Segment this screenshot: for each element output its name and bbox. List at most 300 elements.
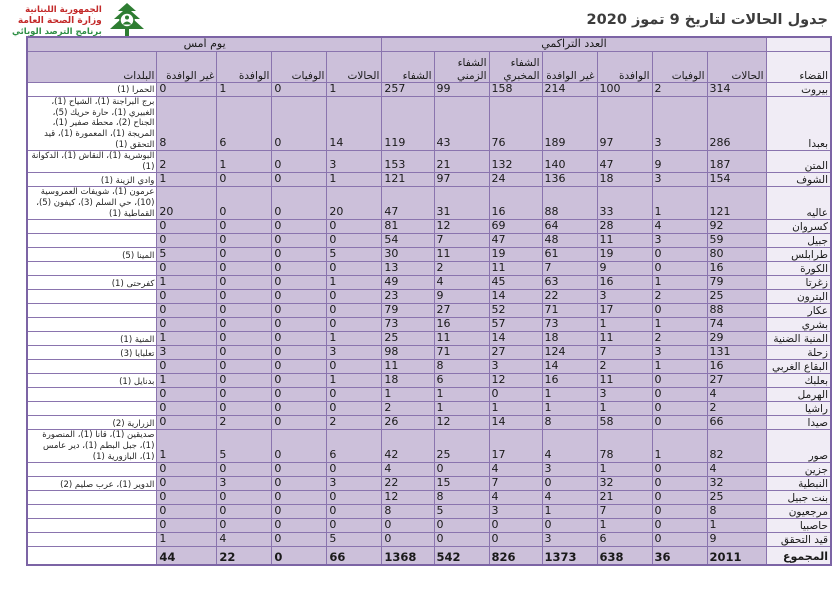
cum-non-imported-cell: 71 — [542, 304, 597, 318]
logo-line-ministry: وزارة الصحة العامة — [17, 15, 102, 26]
yday-imported-cell: 0 — [217, 262, 272, 276]
cum-imported-cell: 2 — [597, 360, 652, 374]
cum-time-recovery-cell: 4 — [434, 276, 489, 290]
yday-imported-cell: 6 — [217, 97, 272, 151]
cum-imported-cell: 33 — [597, 187, 652, 220]
cum-non-imported-cell: 88 — [542, 187, 597, 220]
cum-imported-cell: 58 — [597, 416, 652, 430]
towns-cell — [27, 360, 157, 374]
corner-cell — [766, 37, 831, 52]
cum-deaths-cell: 36 — [652, 547, 707, 566]
cum-lab-recovery-cell: 57 — [489, 318, 542, 332]
cum-lab-recovery-cell: 69 — [489, 220, 542, 234]
district-row — [27, 97, 831, 151]
cum-time-recovery-cell: 5 — [434, 505, 489, 519]
district-cell: صيدا — [766, 416, 831, 430]
cum-non-imported-cell: 63 — [542, 276, 597, 290]
cum-cases-cell: 314 — [707, 83, 766, 97]
cum-recovery-cell: 49 — [382, 276, 434, 290]
yday-cases-cell: 0 — [327, 505, 382, 519]
cum-time-recovery-cell: 11 — [434, 248, 489, 262]
district-cell: المجموع — [766, 547, 831, 566]
cum-cases-cell: 187 — [707, 151, 766, 173]
yday-imported-cell: 0 — [217, 463, 272, 477]
district-row — [27, 374, 831, 388]
yday-deaths-cell: 0 — [272, 234, 327, 248]
yday-non-imported-cell: 1 — [157, 533, 217, 547]
district-cell: البترون — [766, 290, 831, 304]
cum-cases-cell: 4 — [707, 463, 766, 477]
yday-non-imported-cell: 44 — [157, 547, 217, 566]
cum-imported-cell: 78 — [597, 430, 652, 463]
cum-deaths-cell: 1 — [652, 360, 707, 374]
cum-cases-cell: 4 — [707, 388, 766, 402]
header-cum-recovery: الشفاء — [382, 52, 434, 83]
cum-cases-cell: 25 — [707, 491, 766, 505]
cum-non-imported-cell: 1373 — [542, 547, 597, 566]
cum-non-imported-cell: 48 — [542, 234, 597, 248]
cum-time-recovery-cell: 9 — [434, 290, 489, 304]
cum-cases-cell: 25 — [707, 290, 766, 304]
header-yday-deaths: الوفيات — [272, 52, 327, 83]
yday-cases-cell: 0 — [327, 402, 382, 416]
cum-imported-cell: 47 — [597, 151, 652, 173]
cum-time-recovery-cell: 21 — [434, 151, 489, 173]
cum-non-imported-cell: 4 — [542, 491, 597, 505]
cum-lab-recovery-cell: 16 — [489, 187, 542, 220]
cum-imported-cell: 7 — [597, 346, 652, 360]
towns-cell: كفرحتى (1) — [27, 276, 157, 290]
cum-deaths-cell: 1 — [652, 276, 707, 290]
cum-cases-cell: 131 — [707, 346, 766, 360]
cum-imported-cell: 11 — [597, 332, 652, 346]
towns-cell — [27, 220, 157, 234]
towns-cell: وادي الزينة (1) — [27, 173, 157, 187]
yday-non-imported-cell: 0 — [157, 505, 217, 519]
yday-cases-cell: 0 — [327, 304, 382, 318]
cum-non-imported-cell: 22 — [542, 290, 597, 304]
cum-imported-cell: 9 — [597, 262, 652, 276]
yday-non-imported-cell: 0 — [157, 290, 217, 304]
district-cell: جزين — [766, 463, 831, 477]
district-row — [27, 332, 831, 346]
logo-line-program: برنامج الترصد الوبائي — [12, 26, 102, 37]
cum-lab-recovery-cell: 12 — [489, 374, 542, 388]
cum-time-recovery-cell: 27 — [434, 304, 489, 318]
cum-recovery-cell: 23 — [382, 290, 434, 304]
cum-deaths-cell: 0 — [652, 491, 707, 505]
yday-deaths-cell: 0 — [272, 304, 327, 318]
yday-non-imported-cell: 0 — [157, 234, 217, 248]
cum-non-imported-cell: 18 — [542, 332, 597, 346]
yday-imported-cell: 0 — [217, 505, 272, 519]
cum-lab-recovery-cell: 826 — [489, 547, 542, 566]
yday-deaths-cell: 0 — [272, 402, 327, 416]
cum-deaths-cell: 0 — [652, 304, 707, 318]
cum-recovery-cell: 73 — [382, 318, 434, 332]
district-cell: النبطية — [766, 477, 831, 491]
cum-cases-cell: 16 — [707, 360, 766, 374]
district-row — [27, 187, 831, 220]
cum-deaths-cell: 3 — [652, 346, 707, 360]
cases-table — [26, 36, 832, 566]
cum-time-recovery-cell: 12 — [434, 220, 489, 234]
group-header-row — [27, 37, 831, 52]
cum-time-recovery-cell: 0 — [434, 533, 489, 547]
district-row — [27, 430, 831, 463]
cum-non-imported-cell: 61 — [542, 248, 597, 262]
yday-cases-cell: 5 — [327, 248, 382, 262]
yday-imported-cell: 1 — [217, 83, 272, 97]
towns-cell: بدنايل (1) — [27, 374, 157, 388]
cum-lab-recovery-cell: 45 — [489, 276, 542, 290]
yday-imported-cell: 0 — [217, 276, 272, 290]
district-cell: بشري — [766, 318, 831, 332]
cum-recovery-cell: 25 — [382, 332, 434, 346]
cum-cases-cell: 59 — [707, 234, 766, 248]
yday-imported-cell: 0 — [217, 388, 272, 402]
towns-cell: البوشرية (1)، النقاش (1)، الدكوانة (1) — [27, 151, 157, 173]
cum-non-imported-cell: 0 — [542, 477, 597, 491]
yday-imported-cell: 0 — [217, 346, 272, 360]
header-cum-deaths: الوفيات — [652, 52, 707, 83]
cum-time-recovery-cell: 0 — [434, 519, 489, 533]
district-cell: زغرتا — [766, 276, 831, 290]
cum-imported-cell: 7 — [597, 505, 652, 519]
page-title: جدول الحالات لتاريخ 9 تموز 2020 — [586, 12, 828, 28]
cum-recovery-cell: 2 — [382, 402, 434, 416]
cum-time-recovery-cell: 1 — [434, 388, 489, 402]
yday-non-imported-cell: 0 — [157, 318, 217, 332]
yday-cases-cell: 3 — [327, 151, 382, 173]
cum-recovery-cell: 121 — [382, 173, 434, 187]
district-cell: جبيل — [766, 234, 831, 248]
cum-recovery-cell: 1 — [382, 388, 434, 402]
towns-cell: الدوير (1)، عرب صليم (2) — [27, 477, 157, 491]
yday-non-imported-cell: 0 — [157, 220, 217, 234]
cum-time-recovery-cell: 1 — [434, 402, 489, 416]
yday-imported-cell: 0 — [217, 290, 272, 304]
cum-cases-cell: 74 — [707, 318, 766, 332]
yday-cases-cell: 1 — [327, 374, 382, 388]
district-row — [27, 304, 831, 318]
cum-recovery-cell: 22 — [382, 477, 434, 491]
district-row — [27, 220, 831, 234]
yday-non-imported-cell: 0 — [157, 402, 217, 416]
yday-deaths-cell: 0 — [272, 374, 327, 388]
cum-non-imported-cell: 73 — [542, 318, 597, 332]
cum-recovery-cell: 13 — [382, 262, 434, 276]
district-cell: كسروان — [766, 220, 831, 234]
cum-recovery-cell: 81 — [382, 220, 434, 234]
district-row — [27, 402, 831, 416]
yday-imported-cell: 0 — [217, 187, 272, 220]
cum-imported-cell: 3 — [597, 388, 652, 402]
yday-deaths-cell: 0 — [272, 547, 327, 566]
cum-cases-cell: 66 — [707, 416, 766, 430]
cum-cases-cell: 92 — [707, 220, 766, 234]
cum-non-imported-cell: 3 — [542, 463, 597, 477]
district-row — [27, 416, 831, 430]
district-cell: بيروت — [766, 83, 831, 97]
yday-imported-cell: 5 — [217, 430, 272, 463]
cum-deaths-cell: 0 — [652, 505, 707, 519]
cum-imported-cell: 100 — [597, 83, 652, 97]
cum-lab-recovery-cell: 27 — [489, 346, 542, 360]
cum-recovery-cell: 119 — [382, 97, 434, 151]
cum-non-imported-cell: 16 — [542, 374, 597, 388]
towns-cell — [27, 505, 157, 519]
yday-deaths-cell: 0 — [272, 290, 327, 304]
yday-non-imported-cell: 0 — [157, 304, 217, 318]
yday-deaths-cell: 0 — [272, 318, 327, 332]
cum-lab-recovery-cell: 24 — [489, 173, 542, 187]
yday-deaths-cell: 0 — [272, 97, 327, 151]
cum-time-recovery-cell: 0 — [434, 463, 489, 477]
cum-time-recovery-cell: 11 — [434, 332, 489, 346]
yday-imported-cell: 1 — [217, 151, 272, 173]
yday-cases-cell: 0 — [327, 234, 382, 248]
yday-cases-cell: 0 — [327, 360, 382, 374]
yday-non-imported-cell: 1 — [157, 374, 217, 388]
yday-imported-cell: 3 — [217, 477, 272, 491]
cum-cases-cell: 2011 — [707, 547, 766, 566]
yday-non-imported-cell: 0 — [157, 463, 217, 477]
cum-non-imported-cell: 189 — [542, 97, 597, 151]
cum-non-imported-cell: 140 — [542, 151, 597, 173]
cum-deaths-cell: 1 — [652, 318, 707, 332]
cum-recovery-cell: 30 — [382, 248, 434, 262]
cum-time-recovery-cell: 15 — [434, 477, 489, 491]
cum-recovery-cell: 47 — [382, 187, 434, 220]
cum-imported-cell: 11 — [597, 234, 652, 248]
district-cell: حاصبيا — [766, 519, 831, 533]
cum-time-recovery-cell: 97 — [434, 173, 489, 187]
yday-deaths-cell: 0 — [272, 262, 327, 276]
column-header-row — [27, 52, 831, 83]
yday-non-imported-cell: 0 — [157, 491, 217, 505]
header-yday-imported: الوافدة — [217, 52, 272, 83]
cum-recovery-cell: 79 — [382, 304, 434, 318]
cum-recovery-cell: 11 — [382, 360, 434, 374]
yday-non-imported-cell: 0 — [157, 262, 217, 276]
yday-cases-cell: 0 — [327, 318, 382, 332]
header-cum-cases: الحالات — [707, 52, 766, 83]
cum-recovery-cell: 26 — [382, 416, 434, 430]
yday-non-imported-cell: 1 — [157, 276, 217, 290]
cum-lab-recovery-cell: 47 — [489, 234, 542, 248]
cum-lab-recovery-cell: 1 — [489, 402, 542, 416]
cum-deaths-cell: 0 — [652, 402, 707, 416]
yday-imported-cell: 2 — [217, 416, 272, 430]
cum-imported-cell: 6 — [597, 533, 652, 547]
cum-cases-cell: 82 — [707, 430, 766, 463]
cum-imported-cell: 17 — [597, 304, 652, 318]
yday-non-imported-cell: 0 — [157, 477, 217, 491]
yday-cases-cell: 3 — [327, 477, 382, 491]
yday-deaths-cell: 0 — [272, 505, 327, 519]
cum-lab-recovery-cell: 76 — [489, 97, 542, 151]
cum-deaths-cell: 0 — [652, 463, 707, 477]
cum-lab-recovery-cell: 4 — [489, 491, 542, 505]
cum-time-recovery-cell: 2 — [434, 262, 489, 276]
cum-cases-cell: 27 — [707, 374, 766, 388]
cum-time-recovery-cell: 8 — [434, 360, 489, 374]
district-cell: عكار — [766, 304, 831, 318]
cum-cases-cell: 286 — [707, 97, 766, 151]
cum-recovery-cell: 18 — [382, 374, 434, 388]
district-cell: صور — [766, 430, 831, 463]
cum-cases-cell: 1 — [707, 519, 766, 533]
district-cell: بنت جبيل — [766, 491, 831, 505]
yday-imported-cell: 0 — [217, 248, 272, 262]
cum-cases-cell: 32 — [707, 477, 766, 491]
towns-cell — [27, 234, 157, 248]
total-row — [27, 547, 831, 566]
yday-deaths-cell: 0 — [272, 83, 327, 97]
cum-imported-cell: 1 — [597, 463, 652, 477]
cum-lab-recovery-cell: 3 — [489, 505, 542, 519]
cum-imported-cell: 11 — [597, 374, 652, 388]
cum-deaths-cell: 9 — [652, 151, 707, 173]
cum-non-imported-cell: 8 — [542, 416, 597, 430]
cum-non-imported-cell: 124 — [542, 346, 597, 360]
yday-cases-cell: 2 — [327, 416, 382, 430]
cum-recovery-cell: 54 — [382, 234, 434, 248]
cum-cases-cell: 9 — [707, 533, 766, 547]
cum-non-imported-cell: 4 — [542, 430, 597, 463]
cum-cases-cell: 121 — [707, 187, 766, 220]
logo-line-republic: الجمهورية اللبنانية — [25, 4, 102, 15]
cum-non-imported-cell: 0 — [542, 519, 597, 533]
header-cum-lab-recovery: الشفاء المخبري — [489, 52, 542, 83]
district-row — [27, 505, 831, 519]
yday-imported-cell: 0 — [217, 304, 272, 318]
yday-cases-cell: 1 — [327, 173, 382, 187]
yday-deaths-cell: 0 — [272, 519, 327, 533]
cum-lab-recovery-cell: 19 — [489, 248, 542, 262]
district-cell: بعبدا — [766, 97, 831, 151]
yday-non-imported-cell: 0 — [157, 83, 217, 97]
yday-imported-cell: 0 — [217, 402, 272, 416]
towns-cell — [27, 402, 157, 416]
yday-cases-cell: 0 — [327, 491, 382, 505]
yday-imported-cell: 0 — [217, 374, 272, 388]
cum-imported-cell: 3 — [597, 290, 652, 304]
yday-deaths-cell: 0 — [272, 477, 327, 491]
cum-time-recovery-cell: 6 — [434, 374, 489, 388]
district-cell: عاليه — [766, 187, 831, 220]
cum-time-recovery-cell: 25 — [434, 430, 489, 463]
district-row — [27, 346, 831, 360]
towns-cell: الحمرا (1) — [27, 83, 157, 97]
yday-deaths-cell: 0 — [272, 248, 327, 262]
yday-deaths-cell: 0 — [272, 463, 327, 477]
cum-lab-recovery-cell: 0 — [489, 519, 542, 533]
district-row — [27, 533, 831, 547]
towns-cell — [27, 388, 157, 402]
towns-cell — [27, 463, 157, 477]
district-cell: الكورة — [766, 262, 831, 276]
cum-non-imported-cell: 14 — [542, 360, 597, 374]
yday-imported-cell: 0 — [217, 519, 272, 533]
yday-non-imported-cell: 0 — [157, 519, 217, 533]
group-header-yesterday: يوم أمس — [27, 37, 382, 52]
yday-non-imported-cell: 1 — [157, 332, 217, 346]
yday-cases-cell: 0 — [327, 519, 382, 533]
cum-recovery-cell: 42 — [382, 430, 434, 463]
towns-cell: صديقين (1)، قانا (1)، المنصورة (1)، جبل البطم (1)، دير عامس (1)، البازورية (1) — [27, 430, 157, 463]
cum-lab-recovery-cell: 14 — [489, 290, 542, 304]
towns-cell — [27, 547, 157, 566]
towns-cell — [27, 318, 157, 332]
district-row — [27, 83, 831, 97]
district-cell: طرابلس — [766, 248, 831, 262]
cum-imported-cell: 1 — [597, 519, 652, 533]
cum-lab-recovery-cell: 14 — [489, 332, 542, 346]
yday-cases-cell: 1 — [327, 276, 382, 290]
yday-imported-cell: 4 — [217, 533, 272, 547]
towns-cell: تعلبايا (3) — [27, 346, 157, 360]
header-district: القضاء — [766, 52, 831, 83]
yday-cases-cell: 0 — [327, 290, 382, 304]
district-row — [27, 290, 831, 304]
yday-imported-cell: 0 — [217, 332, 272, 346]
cum-lab-recovery-cell: 0 — [489, 388, 542, 402]
header-yday-non-imported: غير الوافدة — [157, 52, 217, 83]
cum-deaths-cell: 0 — [652, 519, 707, 533]
cum-deaths-cell: 0 — [652, 374, 707, 388]
cum-lab-recovery-cell: 4 — [489, 463, 542, 477]
cum-deaths-cell: 0 — [652, 533, 707, 547]
district-row — [27, 477, 831, 491]
yday-deaths-cell: 0 — [272, 491, 327, 505]
cum-imported-cell: 638 — [597, 547, 652, 566]
cum-recovery-cell: 1368 — [382, 547, 434, 566]
cum-deaths-cell: 0 — [652, 388, 707, 402]
cum-non-imported-cell: 7 — [542, 262, 597, 276]
district-row — [27, 463, 831, 477]
cum-non-imported-cell: 136 — [542, 173, 597, 187]
cum-time-recovery-cell: 16 — [434, 318, 489, 332]
cum-imported-cell: 18 — [597, 173, 652, 187]
towns-cell: المنية (1) — [27, 332, 157, 346]
cum-recovery-cell: 153 — [382, 151, 434, 173]
yday-deaths-cell: 0 — [272, 187, 327, 220]
cum-lab-recovery-cell: 158 — [489, 83, 542, 97]
district-cell: راشيا — [766, 402, 831, 416]
cum-imported-cell: 19 — [597, 248, 652, 262]
cum-cases-cell: 2 — [707, 402, 766, 416]
cum-deaths-cell: 3 — [652, 97, 707, 151]
yday-cases-cell: 0 — [327, 220, 382, 234]
yday-cases-cell: 0 — [327, 262, 382, 276]
cum-deaths-cell: 1 — [652, 430, 707, 463]
district-cell: الهرمل — [766, 388, 831, 402]
cum-recovery-cell: 4 — [382, 463, 434, 477]
towns-cell: الزرارية (2) — [27, 416, 157, 430]
district-row — [27, 491, 831, 505]
yday-imported-cell: 0 — [217, 491, 272, 505]
cum-deaths-cell: 2 — [652, 332, 707, 346]
header-yday-cases: الحالات — [327, 52, 382, 83]
towns-cell — [27, 519, 157, 533]
cum-deaths-cell: 4 — [652, 220, 707, 234]
towns-cell — [27, 304, 157, 318]
district-cell: زحلة — [766, 346, 831, 360]
yday-non-imported-cell: 0 — [157, 416, 217, 430]
cum-recovery-cell: 0 — [382, 519, 434, 533]
